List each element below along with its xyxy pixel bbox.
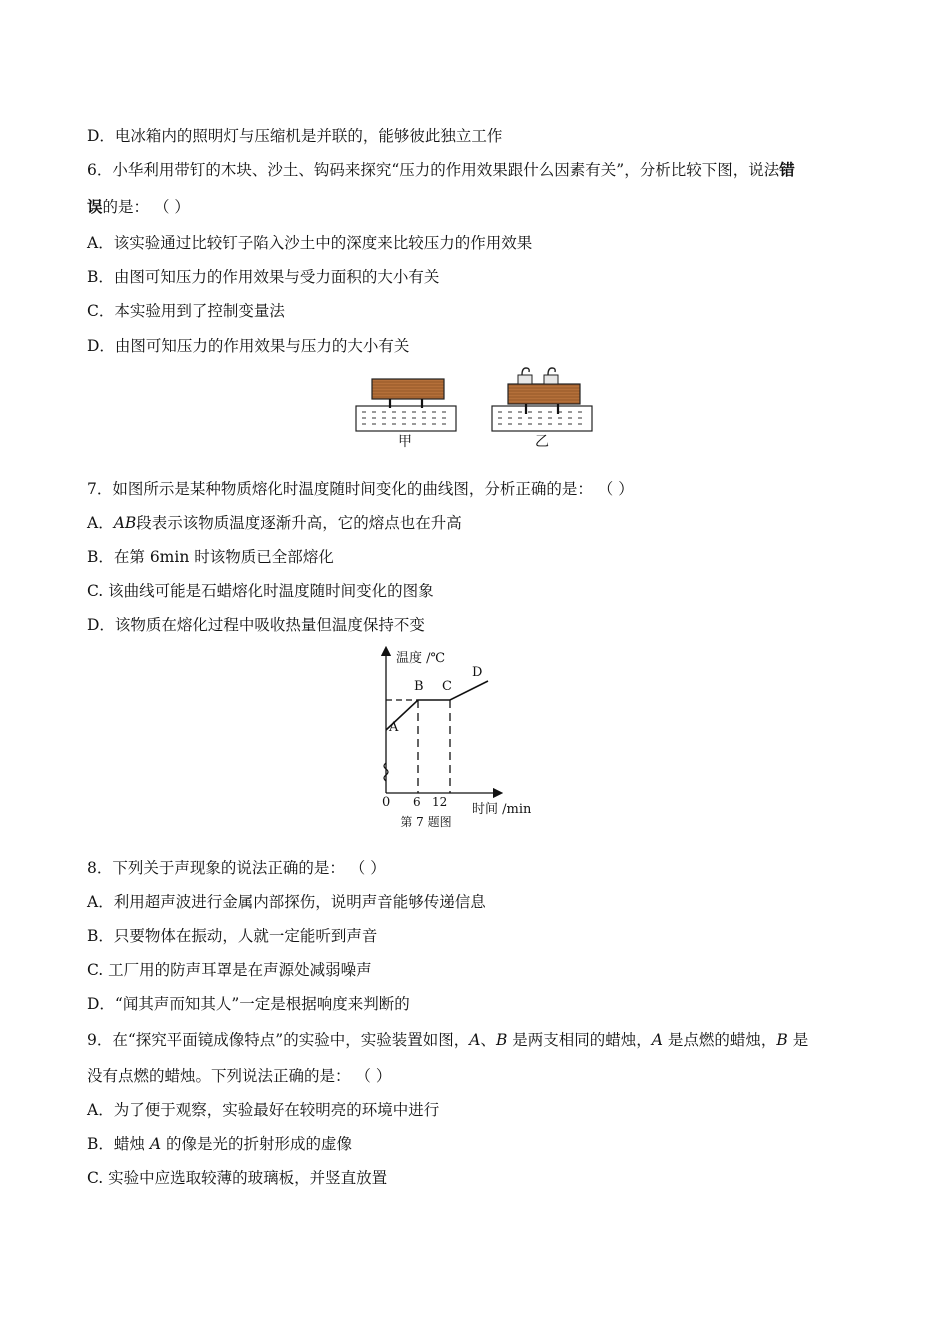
q9-option-b-a: A — [149, 1135, 162, 1153]
q6-stem — [87, 160, 795, 180]
q7-option-b: B．在第 6min 时该物质已全部熔化 — [87, 548, 334, 566]
q9-stem — [87, 1030, 808, 1050]
q6-option-d: D．由图可知压力的作用效果与压力的大小有关 — [87, 337, 410, 355]
q9-stem-part2: 是两支相同的蜡烛， — [507, 1031, 652, 1049]
q8-option-b: B．只要物体在振动，人就一定能听到声音 — [87, 927, 378, 945]
chart-caption: 第 7 题图 — [400, 815, 452, 829]
wood-block-left — [372, 379, 444, 399]
figure-label-left: 甲 — [398, 434, 412, 450]
q9-stem-part1: 9．在“探究平面镜成像特点”的实验中，实验装置如图， — [87, 1031, 470, 1049]
point-label-d: D — [472, 665, 483, 680]
q9-candle-b: B — [495, 1031, 508, 1049]
q9-candle-a-2: A — [651, 1031, 663, 1049]
q7-stem: 7．如图所示是某种物质熔化时温度随时间变化的曲线图，分析正确的是： （ ） — [87, 480, 634, 498]
q6-figure — [352, 362, 612, 452]
q5-option-d: D．电冰箱内的照明灯与压缩机是并联的，能够彼此独立工作 — [87, 127, 503, 145]
q6-stem-line2 — [87, 197, 190, 217]
q7-option-a-ab: AB — [113, 514, 137, 532]
q6-stem-bold: 错 — [779, 160, 795, 179]
q8-stem: 8．下列关于声现象的说法正确的是： （ ） — [87, 859, 386, 877]
wood-block-right — [508, 384, 580, 404]
q7-option-a-text: 段表示该物质温度逐渐升高，它的熔点也在升高 — [136, 514, 462, 532]
x-tick-6: 6 — [413, 795, 421, 809]
q6-option-a: A．该实验通过比较钉子陷入沙土中的深度来比较压力的作用效果 — [87, 234, 533, 252]
q9-stem-part3: 是点燃的蜡烛， — [662, 1031, 777, 1049]
weight-1 — [518, 375, 532, 384]
figure-label-right: 乙 — [535, 434, 549, 450]
q9-option-b — [87, 1134, 352, 1154]
point-label-a: A — [389, 720, 399, 735]
y-axis-label: 温度 /℃ — [396, 651, 446, 666]
figure-left-setup — [356, 379, 456, 450]
q6-stem-tail: 的是： （ ） — [102, 198, 190, 216]
point-label-c: C — [442, 679, 452, 694]
q8-option-d: D．“闻其声而知其人”一定是根据响度来判断的 — [87, 995, 410, 1013]
q7-option-c: C. 该曲线可能是石蜡熔化时温度随时间变化的图象 — [87, 582, 434, 600]
q9-sep: 、 — [480, 1031, 496, 1049]
q7-option-a — [87, 513, 462, 533]
q9-option-c: C. 实验中应选取较薄的玻璃板，并竖直放置 — [87, 1169, 388, 1187]
x-tick-0: 0 — [382, 795, 391, 810]
q7-chart — [378, 645, 548, 830]
q9-option-b-text: 的像是光的折射形成的虚像 — [161, 1135, 352, 1153]
q6-stem-bold-2: 误 — [87, 197, 103, 216]
x-tick-12: 12 — [432, 795, 448, 809]
q9-candle-a: A — [469, 1031, 481, 1049]
point-label-b: B — [414, 679, 424, 694]
q9-candle-b-2: B — [776, 1031, 788, 1049]
q9-option-b-prefix: B．蜡烛 — [87, 1135, 150, 1153]
q8-option-c: C. 工厂用的防声耳罩是在声源处减弱噪声 — [87, 961, 372, 979]
q6-option-c: C．本实验用到了控制变量法 — [87, 302, 285, 320]
weight-2 — [544, 375, 558, 384]
q6-option-b: B．由图可知压力的作用效果与受力面积的大小有关 — [87, 268, 440, 286]
q9-stem-line2: 没有点燃的蜡烛。下列说法正确的是： （ ） — [87, 1067, 392, 1085]
q8-option-a: A．利用超声波进行金属内部探伤，说明声音能够传递信息 — [87, 893, 486, 911]
q7-option-a-prefix: A． — [87, 514, 114, 532]
q9-stem-part4: 是 — [787, 1031, 809, 1049]
q7-option-d: D．该物质在熔化过程中吸收热量但温度保持不变 — [87, 616, 425, 634]
figure-right-setup — [492, 368, 592, 450]
melting-curve — [386, 681, 488, 730]
q9-option-a: A．为了便于观察，实验最好在较明亮的环境中进行 — [87, 1101, 440, 1119]
x-axis-label: 时间 /min — [472, 802, 532, 817]
q6-stem-text: 6．小华利用带钉的木块、沙土、钩码来探究“压力的作用效果跟什么因素有关”，分析比较下图，说法 — [87, 161, 780, 179]
